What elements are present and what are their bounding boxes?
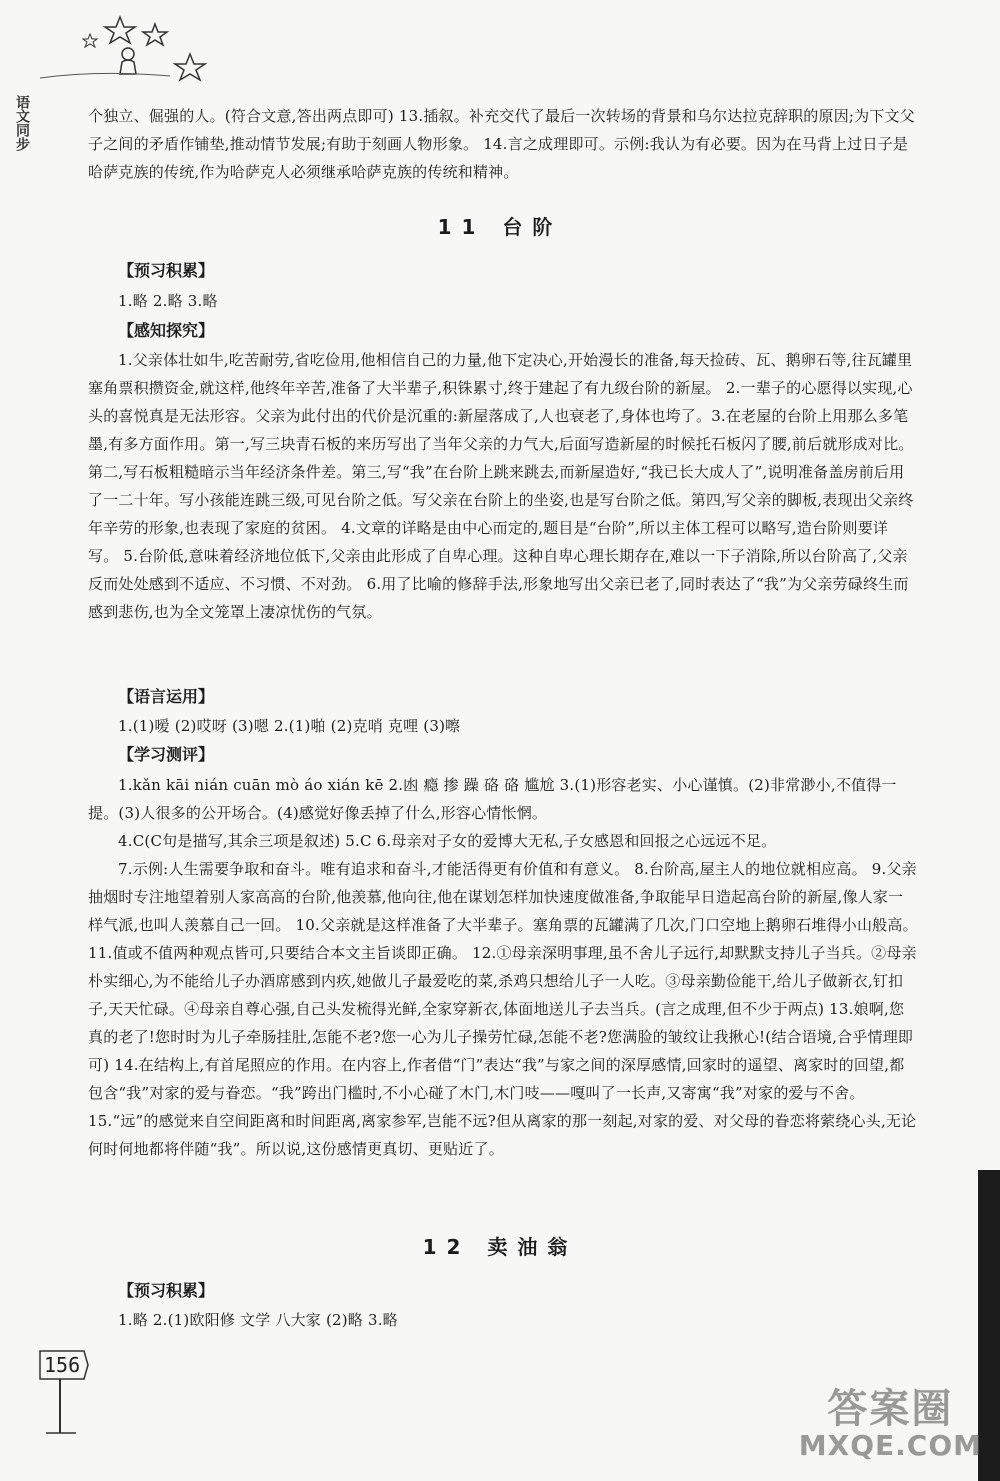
- section-heading: 【语言运用】: [118, 687, 215, 706]
- top-decoration: [40, 12, 220, 82]
- paragraph: 4.C(C句是描写,其余三项是叙述) 5.C 6.母亲对子女的爱博大无私,子女感恩和回报之心远远不足。: [118, 832, 777, 850]
- section-body: [88, 346, 918, 626]
- lesson-12-title: 12 卖油翁: [422, 1235, 578, 1259]
- section-content: 1.父亲体壮如牛,吃苦耐劳,省吃俭用,他相信自己的力量,他下定决心,开始漫长的准备,每天捡砖、瓦、鹅卵石等,往瓦罐里塞角票积攒资金,就这样,他终年辛苦,准备了大半辈子,积铢累寸,终于建起了有九级台阶的新屋。 2.一辈子的心愿得以实现,心头的喜悦真是无法形容。父亲为此付出的代价是沉重的:新屋落成了,人也衰老了,身体也垮了。3.在老屋的台阶上用那么多笔墨,有多方面作用。第一,写三块青石板的来历写出了当年父亲的力气大,后面写造新屋的时候托石板闪了腰,前后就形成对比。第二,写石板粗糙暗示当年经济条件差。第三,写“我”在台阶上跳来跳去,而新屋造好,“我已长大成人了”,说明准备盖房前后用了一二十年。写小孩能连跳三级,可见台阶之低。写父亲在台阶上的坐姿,也是写台阶之低。第四,写父亲的脚板,表现出父亲终年辛劳的形象,也表现了家庭的贫困。 4.文章的详略是由中心而定的,题目是“台阶”,所以主体工程可以略写,造台阶则要详写。 5.台阶低,意味着经济地位低下,父亲由此形成了自卑心理。这种自卑心理长期存在,难以一下子消除,所以台阶高了,父亲反而处处感到不适应、不习惯、不对劲。 6.用了比喻的修辞手法,形象地写出父亲已老了,同时表达了“我”为父亲劳碌终生而感到悲伤,也为全文笼罩上凄凉忧伤的气氛。: [88, 351, 914, 621]
- section-body: [88, 771, 918, 1163]
- lesson-11-title: 11 台阶: [437, 215, 563, 239]
- section-content: 1.略 2.(1)欧阳修 文学 八大家 (2)略 3.略: [118, 1311, 398, 1329]
- paragraph: 1.kǎn kāi nián cuān mò áo xián kē 2.凼 瘾 掺 躁 硌 硌 尴尬 3.(1)形容老实、小心谨慎。(2)非常渺小,不值得一提。(3)人很多的公开场合。(4)感觉好像丢掉了什么,形容心情怅惘。: [88, 776, 897, 822]
- section-heading: 【学习测评】: [118, 745, 215, 764]
- watermark-url: MXQE.COM: [798, 1429, 982, 1462]
- paragraph: 15.“远”的感觉来自空间距离和时间距离,离家参军,岂能不远?但从离家的那一刻起,对家的爱、对父母的眷恋将萦绕心头,无论何时何地都将伴随“我”。所以说,这份感情更真切、更贴近了。: [88, 1112, 917, 1158]
- watermark-logo: 答案圈: [827, 1386, 954, 1432]
- page-number-badge: [38, 1347, 90, 1383]
- stars-child-icon: [40, 12, 220, 82]
- section-heading: 【感知探究】: [118, 321, 215, 340]
- page-number: 156: [44, 1353, 81, 1377]
- side-label: 语文同步: [14, 95, 30, 151]
- intro-paragraph: [88, 102, 918, 186]
- section-content: 1.(1)嗳 (2)哎呀 (3)嗯 2.(1)啪 (2)克哨 克哩 (3)嚓: [118, 717, 461, 735]
- watermark: [799, 1387, 982, 1461]
- section-content: 1.略 2.略 3.略: [118, 292, 218, 310]
- section-heading: 【预习积累】: [118, 261, 215, 280]
- section-heading: 【预习积累】: [118, 1281, 215, 1300]
- intro-text: 个独立、倔强的人。(符合文意,答出两点即可) 13.插叙。补充交代了最后一次转场的背景和乌尔达拉克辞职的原因;为下文父子之间的矛盾作铺垫,推动情节发展;有助于刻画人物形象。 14.言之成理即可。示例:我认为有必要。因为在马背上过日子是哈萨克族的传统,作为哈萨克人必须继承哈萨克族的传统和精神。: [88, 107, 915, 181]
- paragraph: 7.示例:人生需要争取和奋斗。唯有追求和奋斗,才能活得更有价值和有意义。 8.台阶高,屋主人的地位就相应高。 9.父亲抽烟时专注地望着别人家高高的台阶,他羡慕,他向往,他在谋划怎样加快速度做准备,争取能早日造起高台阶的新屋,像人家一样气派,也叫人羡慕自己一回。 10.父亲就是这样准备了大半辈子。塞角票的瓦罐满了几次,门口空地上鹅卵石堆得小山般高。 11.值或不值两种观点皆可,只要结合本文主旨谈即正确。 12.①母亲深明事理,虽不舍儿子远行,却默默支持儿子当兵。②母亲朴实细心,为不能给儿子办酒席感到内疚,她做儿子最爱吃的菜,杀鸡只想给儿子一人吃。③母亲勤俭能干,给儿子做新衣,钉扣子,天天忙碌。④母亲自尊心强,自己头发梳得光鲜,全家穿新衣,体面地送儿子去当兵。(言之成理,但不少于两点) 13.娘啊,您真的老了!您时时为儿子牵肠挂肚,怎能不老?您一心为儿子操劳忙碌,怎能不老?您满脸的皱纹让我揪心!(结合语境,合乎情理即可) 14.在结构上,有首尾照应的作用。在内容上,作者借“门”表达“我”与家之间的深厚感情,回家时的遥望、离家时的回望,都包含“我”对家的爱与眷恋。“我”跨出门槛时,不小心碰了木门,木门吱——嘎叫了一长声,又寄寓“我”对家的爱与不舍。: [88, 860, 918, 1102]
